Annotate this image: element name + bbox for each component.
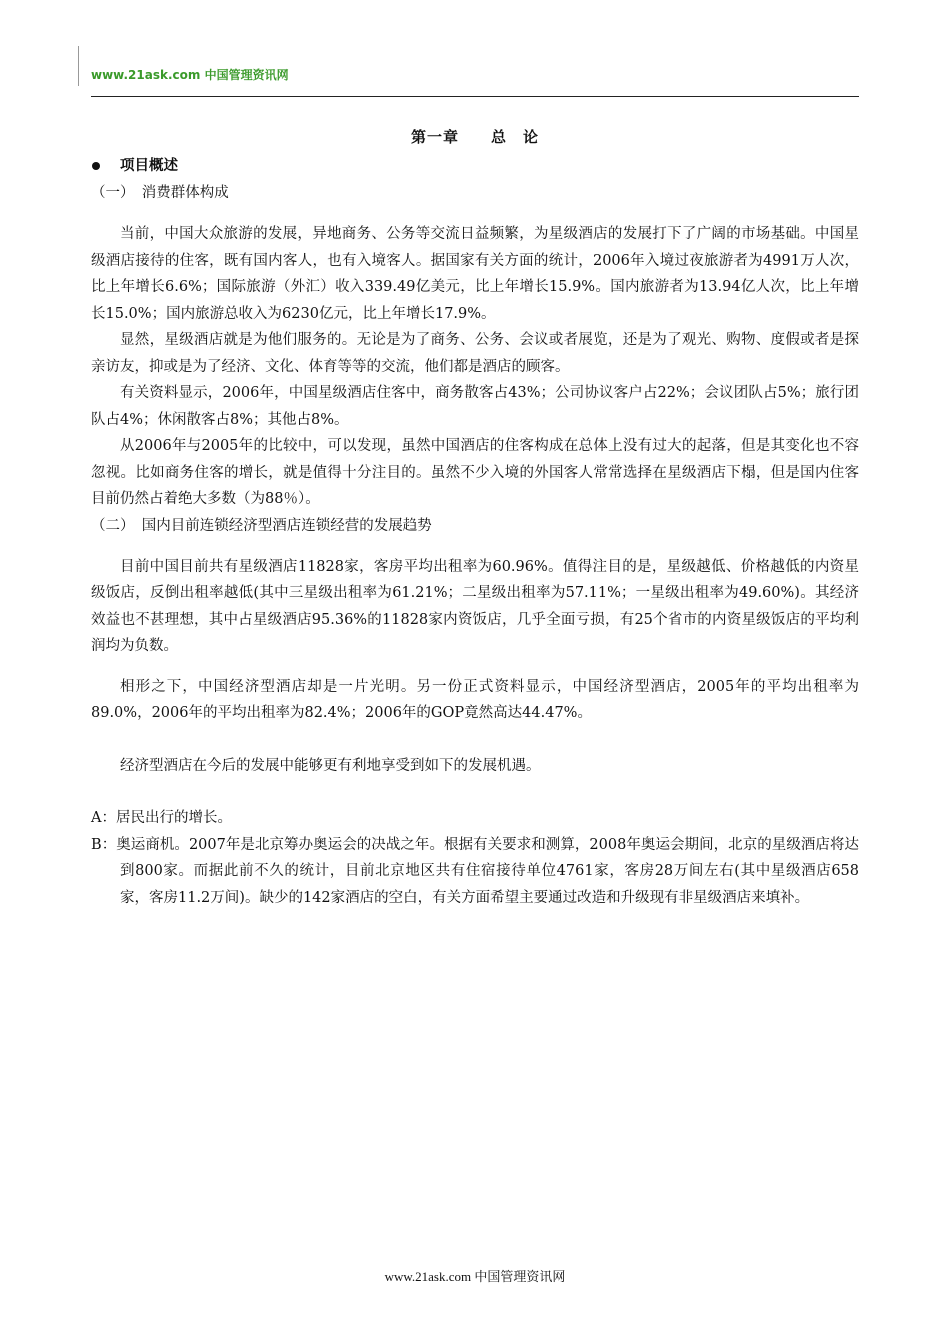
document-body: [91, 118, 859, 911]
spacer: [91, 727, 859, 753]
spacer: [91, 540, 859, 554]
paragraph: 从2006年与2005年的比较中，可以发现，虽然中国酒店的住客构成在总体上没有过大的起落，但是其变化也不容忽视。比如商务住客的增长，就是值得十分注目的。虽然不少入境的外国客人常常选择在星级酒店下榻，但是国内住客目前仍然占着绝大多数（为88％）。: [91, 438, 859, 507]
spacer: [91, 660, 859, 674]
page-footer: www.21ask.com 中国管理资讯网: [384, 1269, 566, 1284]
paragraph: 显然，星级酒店就是为他们服务的。无论是为了商务、公务、会议或者展览，还是为了观光、购物、度假或者是探亲访友，抑或是为了经济、文化、体育等等的交流，他们都是酒店的顾客。: [91, 332, 859, 375]
spacer: [91, 207, 859, 221]
paragraph: 经济型酒店在今后的发展中能够更有利地享受到如下的发展机遇。: [120, 757, 541, 774]
paragraph: 当前，中国大众旅游的发展，异地商务、公务等交流日益频繁，为星级酒店的发展打下了广阔的市场基础。中国星级酒店接待的住客，既有国内客人，也有入境客人。据国家有关方面的统计，2006年入境过夜旅游者为4991万人次，比上年增长6.6%；国际旅游（外汇）收入339.49亿美元，比上年增长15.9%。国内旅游者为13.94亿人次，比上年增长15.0%；国内旅游总收入为6230亿元，比上年增长17.9%。: [91, 226, 859, 322]
section-heading-row: [91, 152, 859, 180]
chapter-title: 第一章 总 论: [410, 128, 539, 146]
header-margin-mark: [78, 46, 79, 86]
list-item-b: B：奥运商机。2007年是北京筹办奥运会的决战之年。根据有关要求和测算，2008年奥运会期间，北京的星级酒店将达到800家。而据此前不久的统计，目前北京地区共有住宿接待单位4761家，客房28万间左右(其中星级酒店658家，客房11.2万间)。缺少的142家酒店的空白，有关方面希望主要通过改造和升级现有非星级酒店来填补。: [91, 836, 859, 906]
header-brand: www.21ask.com 中国管理资讯网: [91, 68, 289, 82]
paragraph: 有关资料显示，2006年，中国星级酒店住客中，商务散客占43%；公司协议客户占22%；会议团队占5%；旅行团队占4%；休闲散客占8%；其他占8%。: [91, 385, 859, 428]
subsection-heading-2: （二） 国内目前连锁经济型酒店连锁经营的发展趋势: [91, 517, 432, 534]
paragraph: 相形之下，中国经济型酒店却是一片光明。另一份正式资料显示，中国经济型酒店，2005年的平均出租率为89.0%，2006年的平均出租率为82.4%；2006年的GOP竟然高达44.47%。: [91, 678, 859, 721]
paragraph: 目前中国目前共有星级酒店11828家，客房平均出租率为60.96%。值得注目的是，星级越低、价格越低的内资星级饭店，反倒出租率越低(其中三星级出租率为61.21%；二星级出租率为57.11%；一星级出租率为49.60%)。其经济效益也不甚理想，其中占星级酒店95.36%的11828家内资饭店，几乎全面亏损，有25个省市的内资星级饭店的平均利润均为负数。: [91, 558, 859, 654]
subsection-heading-1: （一） 消费群体构成: [91, 185, 229, 201]
header-divider: [91, 96, 859, 97]
spacer: [91, 779, 859, 805]
section-heading: 项目概述: [120, 157, 178, 174]
bullet-icon: [92, 162, 100, 170]
list-item-a: A：居民出行的增长。: [91, 810, 232, 826]
